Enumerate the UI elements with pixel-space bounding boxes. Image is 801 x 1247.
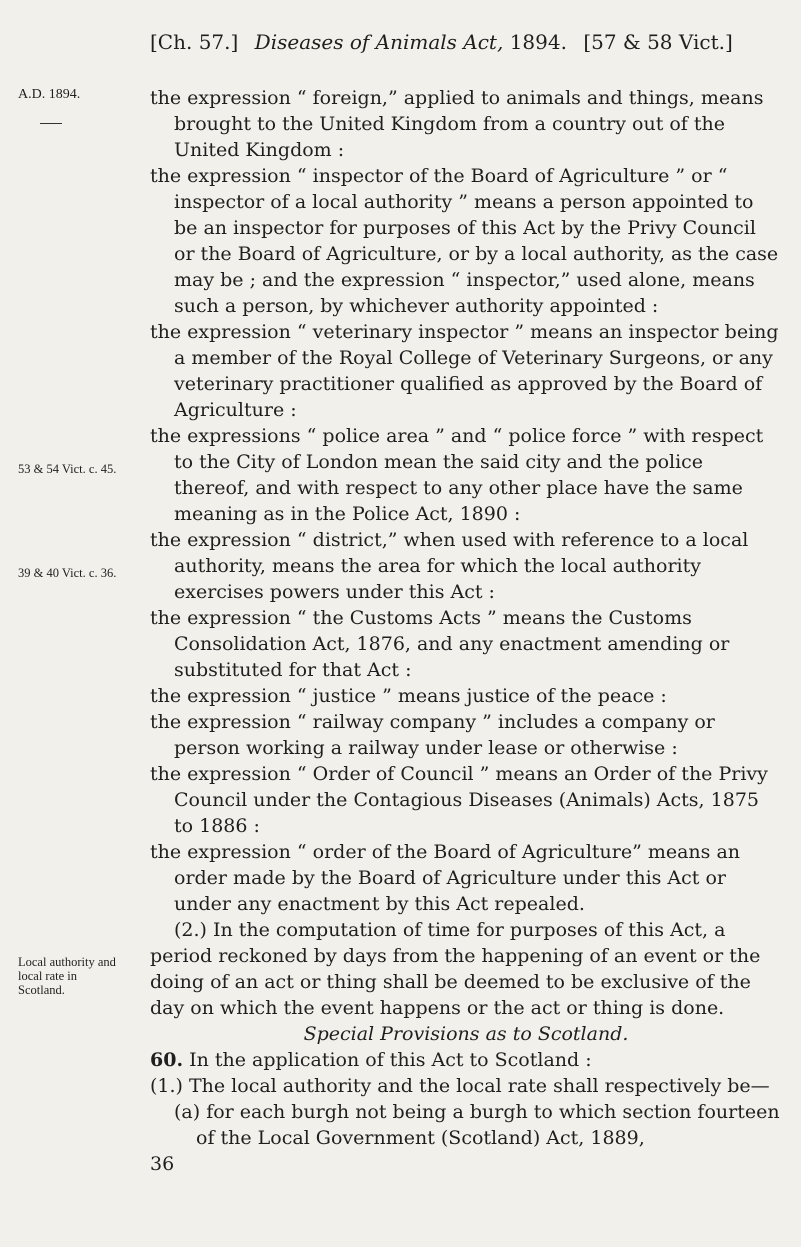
definition-veterinary-inspector: the expression “ veterinary inspector ” means an inspector being a member of the Royal College of Veterinary Surgeons, or any veterinary practitioner qualified as approved by the Board of Agriculture : [150,321,779,421]
chapter-ref: [Ch. 57.] [150,30,239,54]
definition-order-board: the expression “ order of the Board of Agriculture” means an order made by the Board of Agriculture under this Act or under any enactment by this Act repealed. [150,841,741,915]
section-60 [150,1047,782,1073]
page-number: 36 [150,1153,175,1175]
margin-note-local-authority: Local authority and local rate in Scotland. [18,955,116,997]
subsection-2: (2.) In the computation of time for purposes of this Act, a period reckoned by days from the happening of an event or the doing of an act or thing shall be deemed to be exclusive of the day on which the event happens or the act or thing is done. [150,919,761,1019]
act-title: Diseases of Animals Act, [254,30,504,54]
definition-inspector: the expression “ inspector of the Board of Agriculture ” or “ inspector of a local authority ” means a person appointed to be an inspector for purposes of this Act by the Privy Council or the Board of Agriculture, or by a local authority, as the case may be ; and the expression “ inspector,” used alone, means such a person, by whichever authority appointed : [150,165,779,317]
definition-customs-acts: the expression “ the Customs Acts ” means the Customs Consolidation Act, 1876, and any enactment amending or substituted for that Act : [150,607,730,681]
definition-justice: the expression “ justice ” means justice of the peace : [150,685,667,707]
section-number: 60. [150,1049,184,1071]
margin-year: A.D. 1894. [18,87,81,102]
margin-rule [40,123,62,124]
section-60-1-a: (a) for each burgh not being a burgh to which section fourteen of the Local Government (Scotland) Act, 1889, [174,1101,780,1149]
definition-district: the expression “ district,” when used with reference to a local authority, means the area for which the local authority exercises powers under this Act : [150,529,749,603]
definition-railway-company: the expression “ railway company ” includes a company or person working a railway under lease or otherwise : [150,711,715,759]
regnal-year: [57 & 58 Vict.] [583,30,733,54]
definition-order-of-council: the expression “ Order of Council ” means an Order of the Privy Council under the Contagious Diseases (Animals) Acts, 1875 to 1886 : [150,763,768,837]
section-60-text: In the application of this Act to Scotland : [189,1049,592,1071]
definition-police-area: the expressions “ police area ” and “ police force ” with respect to the City of London mean the said city and the police thereof, and with respect to any other place have the same meaning as in the Police Act, 1890 : [150,425,764,525]
body-text [150,85,782,1177]
section-60-1: (1.) The local authority and the local rate shall respectively be— [150,1075,770,1097]
section-heading: Special Provisions as to Scotland. [303,1023,629,1045]
margin-note-police-act: 53 & 54 Vict. c. 45. [18,462,117,476]
definition-foreign: the expression “ foreign,” applied to animals and things, means brought to the United Kingdom from a country out of the United Kingdom : [150,87,764,161]
act-year: 1894. [509,30,567,54]
running-header [150,30,790,54]
margin-note-customs-act: 39 & 40 Vict. c. 36. [18,566,117,580]
